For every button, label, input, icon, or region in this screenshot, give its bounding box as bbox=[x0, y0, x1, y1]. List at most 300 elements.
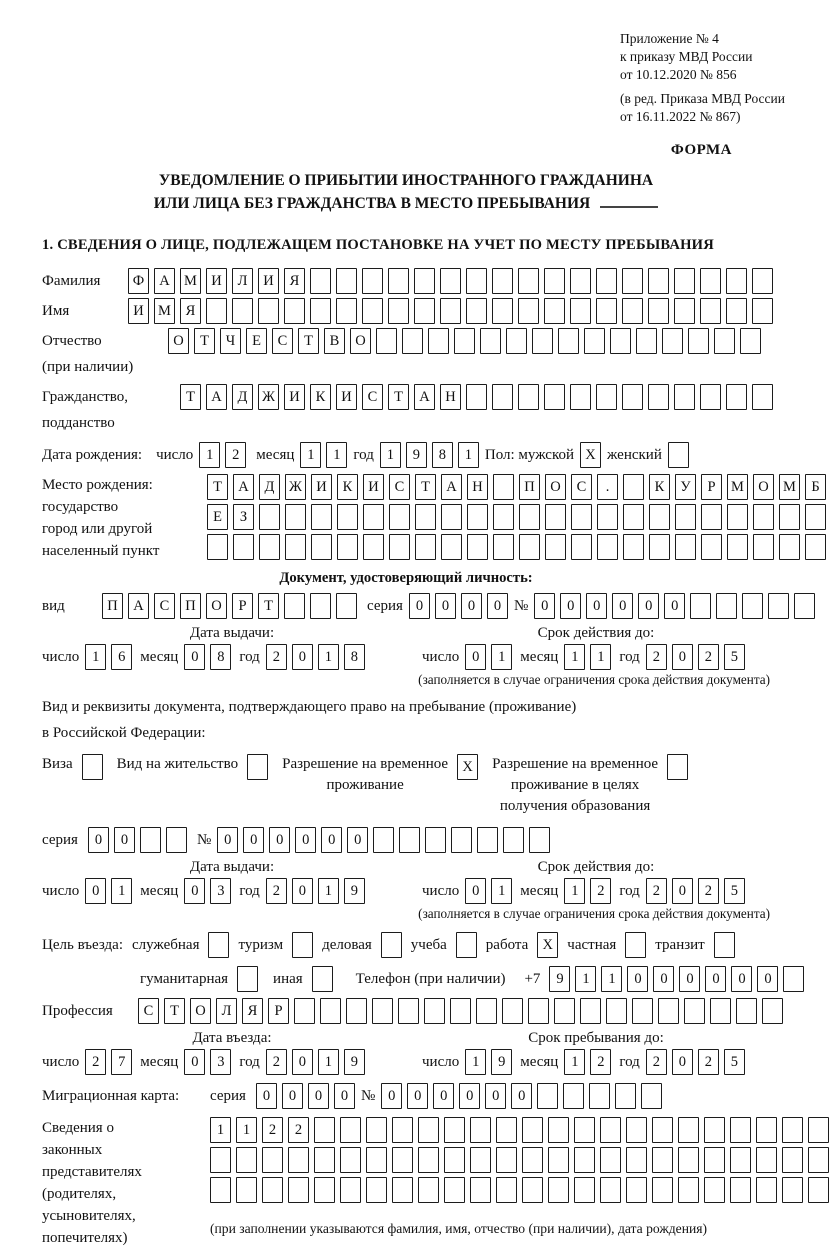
char-box[interactable]: С bbox=[138, 998, 159, 1024]
char-box[interactable]: 1 bbox=[300, 442, 321, 468]
char-box[interactable]: 0 bbox=[256, 1083, 277, 1109]
char-box[interactable] bbox=[466, 298, 487, 324]
char-box[interactable]: 0 bbox=[672, 644, 693, 670]
char-box[interactable]: 1 bbox=[111, 878, 132, 904]
char-box[interactable] bbox=[363, 504, 384, 530]
char-box[interactable]: Ж bbox=[285, 474, 306, 500]
residence-valid-day-boxes[interactable] bbox=[465, 878, 512, 904]
char-box[interactable] bbox=[140, 827, 161, 853]
char-box[interactable] bbox=[518, 384, 539, 410]
char-box[interactable]: 9 bbox=[344, 878, 365, 904]
char-box[interactable]: 0 bbox=[321, 827, 342, 853]
char-box[interactable] bbox=[522, 1177, 543, 1203]
char-box[interactable]: 3 bbox=[210, 1049, 231, 1075]
char-box[interactable] bbox=[456, 932, 477, 958]
char-box[interactable] bbox=[544, 268, 565, 294]
char-box[interactable]: Ч bbox=[220, 328, 241, 354]
char-box[interactable]: 0 bbox=[731, 966, 752, 992]
char-box[interactable]: 0 bbox=[114, 827, 135, 853]
sex-male-checkbox[interactable] bbox=[580, 442, 601, 468]
char-box[interactable]: 1 bbox=[380, 442, 401, 468]
char-box[interactable]: И bbox=[258, 268, 279, 294]
purpose-work-checkbox[interactable] bbox=[537, 932, 558, 958]
char-box[interactable]: 0 bbox=[459, 1083, 480, 1109]
char-box[interactable] bbox=[392, 1117, 413, 1143]
char-box[interactable]: 0 bbox=[627, 966, 648, 992]
char-box[interactable]: 0 bbox=[409, 593, 430, 619]
char-box[interactable] bbox=[366, 1147, 387, 1173]
char-box[interactable]: М bbox=[154, 298, 175, 324]
char-box[interactable]: И bbox=[128, 298, 149, 324]
char-box[interactable] bbox=[336, 298, 357, 324]
char-box[interactable]: 0 bbox=[672, 1049, 693, 1075]
char-box[interactable]: 2 bbox=[266, 1049, 287, 1075]
char-box[interactable]: А bbox=[414, 384, 435, 410]
char-box[interactable] bbox=[600, 1147, 621, 1173]
char-box[interactable] bbox=[363, 534, 384, 560]
char-box[interactable] bbox=[574, 1177, 595, 1203]
char-box[interactable]: . bbox=[597, 474, 618, 500]
char-box[interactable]: 9 bbox=[549, 966, 570, 992]
char-box[interactable] bbox=[548, 1177, 569, 1203]
char-box[interactable] bbox=[210, 1177, 231, 1203]
char-box[interactable] bbox=[493, 504, 514, 530]
char-box[interactable]: О bbox=[350, 328, 371, 354]
char-box[interactable]: А bbox=[154, 268, 175, 294]
char-box[interactable] bbox=[752, 268, 773, 294]
char-box[interactable] bbox=[444, 1147, 465, 1173]
char-box[interactable] bbox=[398, 998, 419, 1024]
char-box[interactable] bbox=[727, 504, 748, 530]
char-box[interactable] bbox=[467, 534, 488, 560]
char-box[interactable] bbox=[596, 298, 617, 324]
char-box[interactable] bbox=[623, 504, 644, 530]
char-box[interactable]: Е bbox=[246, 328, 267, 354]
char-box[interactable] bbox=[311, 504, 332, 530]
char-box[interactable] bbox=[441, 534, 462, 560]
char-box[interactable]: 0 bbox=[485, 1083, 506, 1109]
char-box[interactable]: 1 bbox=[458, 442, 479, 468]
purpose-business-checkbox[interactable] bbox=[381, 932, 402, 958]
residence-valid-month-boxes[interactable] bbox=[564, 878, 611, 904]
char-box[interactable] bbox=[704, 1117, 725, 1143]
char-box[interactable] bbox=[425, 827, 446, 853]
char-box[interactable] bbox=[589, 1083, 610, 1109]
char-box[interactable] bbox=[522, 1147, 543, 1173]
char-box[interactable]: Т bbox=[298, 328, 319, 354]
char-box[interactable]: 0 bbox=[465, 878, 486, 904]
char-box[interactable] bbox=[294, 998, 315, 1024]
char-box[interactable]: 0 bbox=[282, 1083, 303, 1109]
profession-boxes[interactable] bbox=[138, 998, 783, 1024]
char-box[interactable]: 1 bbox=[590, 644, 611, 670]
char-box[interactable]: 0 bbox=[679, 966, 700, 992]
char-box[interactable] bbox=[262, 1177, 283, 1203]
char-box[interactable] bbox=[714, 328, 735, 354]
purpose-study-checkbox[interactable] bbox=[456, 932, 477, 958]
char-box[interactable] bbox=[730, 1147, 751, 1173]
citizenship-boxes[interactable] bbox=[180, 384, 773, 410]
char-box[interactable]: 1 bbox=[85, 644, 106, 670]
char-box[interactable]: К bbox=[649, 474, 670, 500]
char-box[interactable]: 0 bbox=[217, 827, 238, 853]
residence-issue-day-boxes[interactable] bbox=[85, 878, 132, 904]
char-box[interactable]: Р bbox=[232, 593, 253, 619]
char-box[interactable] bbox=[726, 298, 747, 324]
identity-number-boxes[interactable] bbox=[534, 593, 815, 619]
char-box[interactable]: 0 bbox=[757, 966, 778, 992]
char-box[interactable]: 0 bbox=[465, 644, 486, 670]
char-box[interactable] bbox=[284, 298, 305, 324]
char-box[interactable] bbox=[337, 504, 358, 530]
char-box[interactable] bbox=[648, 268, 669, 294]
edu-permit-checkbox[interactable] bbox=[667, 754, 688, 780]
char-box[interactable] bbox=[736, 998, 757, 1024]
char-box[interactable] bbox=[236, 1177, 257, 1203]
char-box[interactable] bbox=[532, 328, 553, 354]
char-box[interactable] bbox=[558, 328, 579, 354]
char-box[interactable]: Р bbox=[701, 474, 722, 500]
char-box[interactable]: 1 bbox=[575, 966, 596, 992]
char-box[interactable]: И bbox=[363, 474, 384, 500]
char-box[interactable] bbox=[528, 998, 549, 1024]
char-box[interactable] bbox=[570, 268, 591, 294]
char-box[interactable] bbox=[346, 998, 367, 1024]
char-box[interactable] bbox=[674, 298, 695, 324]
char-box[interactable]: В bbox=[324, 328, 345, 354]
char-box[interactable]: 0 bbox=[292, 1049, 313, 1075]
identity-issue-month-boxes[interactable] bbox=[184, 644, 231, 670]
entry-year-boxes[interactable] bbox=[266, 1049, 365, 1075]
char-box[interactable] bbox=[388, 298, 409, 324]
char-box[interactable] bbox=[782, 1177, 803, 1203]
char-box[interactable] bbox=[336, 268, 357, 294]
char-box[interactable]: Т bbox=[415, 474, 436, 500]
char-box[interactable]: Е bbox=[207, 504, 228, 530]
char-box[interactable]: 2 bbox=[590, 878, 611, 904]
char-box[interactable] bbox=[311, 534, 332, 560]
char-box[interactable]: У bbox=[675, 474, 696, 500]
char-box[interactable] bbox=[662, 328, 683, 354]
char-box[interactable] bbox=[714, 932, 735, 958]
char-box[interactable]: 2 bbox=[698, 644, 719, 670]
char-box[interactable] bbox=[548, 1117, 569, 1143]
char-box[interactable] bbox=[623, 534, 644, 560]
char-box[interactable] bbox=[570, 298, 591, 324]
char-box[interactable] bbox=[690, 593, 711, 619]
char-box[interactable] bbox=[477, 827, 498, 853]
char-box[interactable] bbox=[615, 1083, 636, 1109]
char-box[interactable]: Ж bbox=[258, 384, 279, 410]
char-box[interactable]: 8 bbox=[344, 644, 365, 670]
char-box[interactable]: О bbox=[545, 474, 566, 500]
char-box[interactable] bbox=[596, 384, 617, 410]
char-box[interactable] bbox=[444, 1117, 465, 1143]
residence-series-boxes[interactable] bbox=[88, 827, 187, 853]
char-box[interactable] bbox=[415, 534, 436, 560]
char-box[interactable]: 0 bbox=[308, 1083, 329, 1109]
char-box[interactable]: Л bbox=[232, 268, 253, 294]
char-box[interactable]: П bbox=[102, 593, 123, 619]
purpose-official-checkbox[interactable] bbox=[208, 932, 229, 958]
char-box[interactable] bbox=[340, 1177, 361, 1203]
char-box[interactable] bbox=[688, 328, 709, 354]
identity-issue-year-boxes[interactable] bbox=[266, 644, 365, 670]
char-box[interactable] bbox=[623, 474, 644, 500]
char-box[interactable]: А bbox=[206, 384, 227, 410]
char-box[interactable] bbox=[496, 1147, 517, 1173]
residence-issue-year-boxes[interactable] bbox=[266, 878, 365, 904]
char-box[interactable]: Т bbox=[258, 593, 279, 619]
char-box[interactable] bbox=[648, 384, 669, 410]
char-box[interactable]: К bbox=[337, 474, 358, 500]
char-box[interactable] bbox=[337, 534, 358, 560]
char-box[interactable] bbox=[636, 328, 657, 354]
char-box[interactable] bbox=[207, 534, 228, 560]
visa-checkbox[interactable] bbox=[82, 754, 103, 780]
char-box[interactable]: 0 bbox=[184, 1049, 205, 1075]
purpose-other-checkbox[interactable] bbox=[312, 966, 333, 992]
char-box[interactable] bbox=[492, 268, 513, 294]
temp-permit-checkbox[interactable] bbox=[457, 754, 478, 780]
stay-day-boxes[interactable] bbox=[465, 1049, 512, 1075]
birth-day-boxes[interactable] bbox=[199, 442, 246, 468]
char-box[interactable] bbox=[783, 966, 804, 992]
char-box[interactable]: Н bbox=[467, 474, 488, 500]
char-box[interactable] bbox=[529, 827, 550, 853]
char-box[interactable] bbox=[236, 1147, 257, 1173]
char-box[interactable]: 0 bbox=[612, 593, 633, 619]
char-box[interactable] bbox=[544, 384, 565, 410]
char-box[interactable]: 1 bbox=[601, 966, 622, 992]
identity-valid-month-boxes[interactable] bbox=[564, 644, 611, 670]
char-box[interactable]: 7 bbox=[111, 1049, 132, 1075]
char-box[interactable] bbox=[259, 534, 280, 560]
char-box[interactable]: Р bbox=[268, 998, 289, 1024]
stay-year-boxes[interactable] bbox=[646, 1049, 745, 1075]
char-box[interactable]: 9 bbox=[406, 442, 427, 468]
char-box[interactable]: 0 bbox=[184, 878, 205, 904]
identity-valid-day-boxes[interactable] bbox=[465, 644, 512, 670]
phone-boxes[interactable] bbox=[549, 966, 804, 992]
char-box[interactable]: 8 bbox=[210, 644, 231, 670]
char-box[interactable] bbox=[805, 534, 826, 560]
char-box[interactable] bbox=[563, 1083, 584, 1109]
char-box[interactable] bbox=[496, 1177, 517, 1203]
char-box[interactable] bbox=[678, 1117, 699, 1143]
char-box[interactable]: 0 bbox=[381, 1083, 402, 1109]
char-box[interactable] bbox=[600, 1177, 621, 1203]
char-box[interactable] bbox=[502, 998, 523, 1024]
char-box[interactable] bbox=[632, 998, 653, 1024]
char-box[interactable] bbox=[414, 298, 435, 324]
char-box[interactable]: А bbox=[128, 593, 149, 619]
char-box[interactable] bbox=[740, 328, 761, 354]
char-box[interactable] bbox=[476, 998, 497, 1024]
char-box[interactable] bbox=[782, 1147, 803, 1173]
char-box[interactable] bbox=[392, 1147, 413, 1173]
char-box[interactable] bbox=[518, 268, 539, 294]
char-box[interactable]: 1 bbox=[465, 1049, 486, 1075]
char-box[interactable] bbox=[779, 534, 800, 560]
char-box[interactable] bbox=[373, 827, 394, 853]
char-box[interactable]: З bbox=[233, 504, 254, 530]
birth-year-boxes[interactable] bbox=[380, 442, 479, 468]
char-box[interactable] bbox=[753, 504, 774, 530]
identity-issue-day-boxes[interactable] bbox=[85, 644, 132, 670]
residence-valid-year-boxes[interactable] bbox=[646, 878, 745, 904]
char-box[interactable] bbox=[208, 932, 229, 958]
char-box[interactable] bbox=[762, 998, 783, 1024]
char-box[interactable] bbox=[768, 593, 789, 619]
char-box[interactable] bbox=[340, 1117, 361, 1143]
char-box[interactable] bbox=[259, 504, 280, 530]
char-box[interactable] bbox=[493, 474, 514, 500]
char-box[interactable] bbox=[571, 534, 592, 560]
char-box[interactable] bbox=[704, 1147, 725, 1173]
char-box[interactable]: 0 bbox=[560, 593, 581, 619]
birth-month-boxes[interactable] bbox=[300, 442, 347, 468]
char-box[interactable] bbox=[206, 298, 227, 324]
char-box[interactable] bbox=[584, 328, 605, 354]
char-box[interactable]: 0 bbox=[435, 593, 456, 619]
char-box[interactable] bbox=[704, 1177, 725, 1203]
char-box[interactable] bbox=[808, 1147, 829, 1173]
char-box[interactable] bbox=[626, 1177, 647, 1203]
char-box[interactable]: 2 bbox=[646, 878, 667, 904]
char-box[interactable] bbox=[808, 1117, 829, 1143]
char-box[interactable] bbox=[779, 504, 800, 530]
char-box[interactable]: Я bbox=[180, 298, 201, 324]
char-box[interactable] bbox=[600, 1117, 621, 1143]
char-box[interactable]: 0 bbox=[534, 593, 555, 619]
char-box[interactable]: С bbox=[389, 474, 410, 500]
char-box[interactable] bbox=[668, 442, 689, 468]
residence-number-boxes[interactable] bbox=[217, 827, 550, 853]
char-box[interactable]: 1 bbox=[318, 644, 339, 670]
char-box[interactable] bbox=[314, 1117, 335, 1143]
char-box[interactable] bbox=[652, 1177, 673, 1203]
char-box[interactable] bbox=[310, 268, 331, 294]
char-box[interactable] bbox=[622, 384, 643, 410]
char-box[interactable] bbox=[492, 298, 513, 324]
char-box[interactable]: 0 bbox=[487, 593, 508, 619]
char-box[interactable]: 2 bbox=[288, 1117, 309, 1143]
char-box[interactable] bbox=[756, 1117, 777, 1143]
char-box[interactable]: 3 bbox=[210, 878, 231, 904]
char-box[interactable]: И bbox=[336, 384, 357, 410]
char-box[interactable] bbox=[742, 593, 763, 619]
birth-place-row2-boxes[interactable] bbox=[207, 504, 826, 530]
char-box[interactable] bbox=[574, 1117, 595, 1143]
char-box[interactable] bbox=[503, 827, 524, 853]
char-box[interactable]: 0 bbox=[334, 1083, 355, 1109]
char-box[interactable] bbox=[292, 932, 313, 958]
char-box[interactable] bbox=[389, 534, 410, 560]
char-box[interactable]: X bbox=[537, 932, 558, 958]
char-box[interactable] bbox=[493, 534, 514, 560]
char-box[interactable]: 5 bbox=[724, 878, 745, 904]
entry-month-boxes[interactable] bbox=[184, 1049, 231, 1075]
char-box[interactable]: А bbox=[441, 474, 462, 500]
char-box[interactable] bbox=[700, 268, 721, 294]
char-box[interactable]: П bbox=[180, 593, 201, 619]
stay-month-boxes[interactable] bbox=[564, 1049, 611, 1075]
char-box[interactable] bbox=[675, 504, 696, 530]
char-box[interactable]: 2 bbox=[646, 644, 667, 670]
char-box[interactable] bbox=[753, 534, 774, 560]
char-box[interactable] bbox=[641, 1083, 662, 1109]
char-box[interactable] bbox=[362, 268, 383, 294]
char-box[interactable]: Я bbox=[284, 268, 305, 294]
char-box[interactable]: 0 bbox=[461, 593, 482, 619]
char-box[interactable]: Д bbox=[232, 384, 253, 410]
char-box[interactable]: Л bbox=[216, 998, 237, 1024]
char-box[interactable] bbox=[730, 1177, 751, 1203]
char-box[interactable]: О bbox=[190, 998, 211, 1024]
identity-kind-boxes[interactable] bbox=[102, 593, 357, 619]
char-box[interactable] bbox=[258, 298, 279, 324]
char-box[interactable] bbox=[700, 298, 721, 324]
char-box[interactable] bbox=[362, 298, 383, 324]
char-box[interactable]: 2 bbox=[266, 644, 287, 670]
char-box[interactable] bbox=[570, 384, 591, 410]
patronymic-boxes[interactable] bbox=[168, 328, 761, 354]
char-box[interactable] bbox=[701, 504, 722, 530]
char-box[interactable] bbox=[381, 932, 402, 958]
char-box[interactable]: 0 bbox=[586, 593, 607, 619]
char-box[interactable]: 1 bbox=[564, 878, 585, 904]
char-box[interactable] bbox=[658, 998, 679, 1024]
char-box[interactable] bbox=[444, 1177, 465, 1203]
char-box[interactable] bbox=[312, 966, 333, 992]
char-box[interactable]: 5 bbox=[724, 1049, 745, 1075]
char-box[interactable] bbox=[389, 504, 410, 530]
char-box[interactable]: 1 bbox=[210, 1117, 231, 1143]
mc-series-boxes[interactable] bbox=[256, 1083, 355, 1109]
char-box[interactable] bbox=[597, 534, 618, 560]
char-box[interactable]: 0 bbox=[85, 878, 106, 904]
char-box[interactable] bbox=[622, 298, 643, 324]
char-box[interactable] bbox=[544, 298, 565, 324]
char-box[interactable] bbox=[649, 534, 670, 560]
char-box[interactable]: М bbox=[727, 474, 748, 500]
char-box[interactable]: 0 bbox=[705, 966, 726, 992]
char-box[interactable] bbox=[606, 998, 627, 1024]
char-box[interactable] bbox=[451, 827, 472, 853]
char-box[interactable] bbox=[320, 998, 341, 1024]
char-box[interactable]: 1 bbox=[491, 644, 512, 670]
char-box[interactable] bbox=[625, 932, 646, 958]
char-box[interactable] bbox=[667, 754, 688, 780]
char-box[interactable]: Я bbox=[242, 998, 263, 1024]
char-box[interactable]: 2 bbox=[590, 1049, 611, 1075]
char-box[interactable]: 2 bbox=[698, 1049, 719, 1075]
char-box[interactable] bbox=[808, 1177, 829, 1203]
char-box[interactable] bbox=[415, 504, 436, 530]
char-box[interactable] bbox=[716, 593, 737, 619]
char-box[interactable]: 1 bbox=[564, 644, 585, 670]
char-box[interactable] bbox=[336, 593, 357, 619]
char-box[interactable]: 0 bbox=[511, 1083, 532, 1109]
char-box[interactable]: Б bbox=[805, 474, 826, 500]
char-box[interactable]: И bbox=[311, 474, 332, 500]
char-box[interactable] bbox=[441, 504, 462, 530]
char-box[interactable]: Н bbox=[440, 384, 461, 410]
char-box[interactable]: М bbox=[779, 474, 800, 500]
char-box[interactable]: Т bbox=[207, 474, 228, 500]
char-box[interactable] bbox=[571, 504, 592, 530]
